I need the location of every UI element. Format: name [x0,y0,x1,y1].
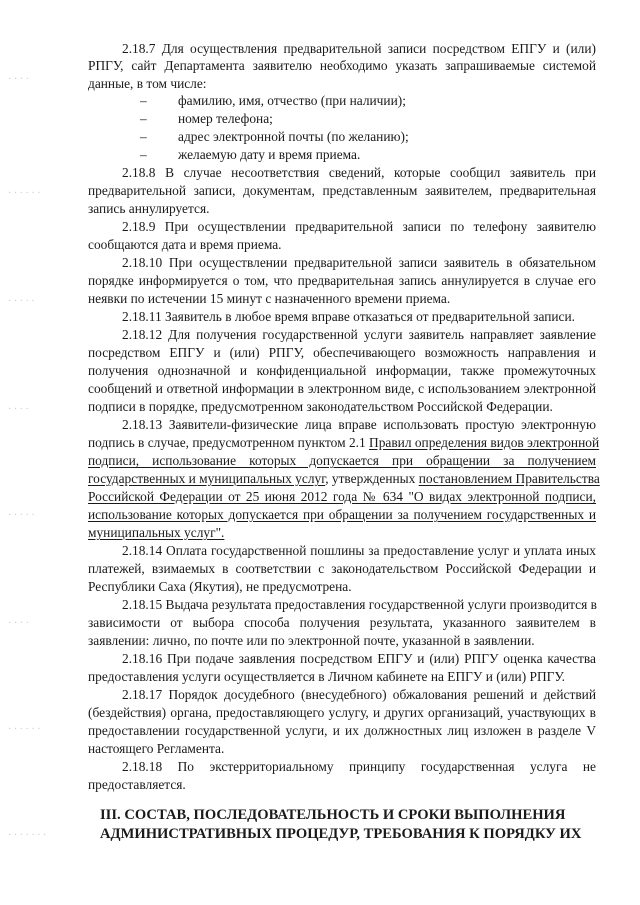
paragraph-2-18-10-line: порядке информируется о том, что предварительная запись аннулируется в случае его [88,273,596,288]
paragraph-2-18-15-line: заявлении: лично, по почте или по электронной почте, указанной в заявлении. [88,633,535,648]
services-link[interactable]: государственных и муниципальных услуг [88,471,326,486]
paragraph-2-18-18-line: предоставляется. [88,777,186,792]
paragraph-2-18-13-line [88,471,600,487]
paragraph-2-18-17-line: (бездействия) органа, предоставляющего услугу, и других организаций, участвующих в [88,705,596,720]
margin-mark: · · · · · · [8,724,41,735]
paragraph-2-18-7-line: данные, в том числе: [88,76,207,91]
paragraph-2-18-17-line: предоставлении государственной услуги, и их должностных лиц изложен в разделе V [88,723,596,738]
list-bullet: – [140,129,147,144]
paragraph-2-18-12-line: посредством ЕПГУ и (или) РПГУ, обеспечивающего возможность направления и [88,345,596,360]
margin-mark: · · · · [8,404,29,415]
paragraph-2-18-15-line: 2.18.15 Выдача результата предоставления государственной услуги производится в [122,597,597,612]
resolution-link[interactable]: постановлением Правительства [418,471,600,486]
paragraph-2-18-12-line: получения однозначной и конфиденциальной информации, также промежуточных [88,363,596,378]
paragraph-2-18-17-line: настоящего Регламента. [88,741,225,756]
margin-mark: · · · · [8,74,29,85]
paragraph-2-18-15-line: зависимости от выбора способа получения результата, указанного заявителем в [88,615,596,630]
resolution-link-continued[interactable]: муниципальных услуг". [88,525,225,540]
paragraph-2-18-9-line: сообщаются дата и время приема. [88,237,282,252]
list-bullet: – [140,111,147,126]
section-heading: III. СОСТАВ, ПОСЛЕДОВАТЕЛЬНОСТЬ И СРОКИ ВЫПОЛНЕНИЯ [100,807,566,823]
list-bullet: – [140,147,147,162]
paragraph-2-18-13-line: 2.18.13 Заявители-физические лица вправе использовать простую электронную [122,417,596,432]
margin-mark: · · · · · · · [8,830,47,841]
list-item: желаемую дату и время приема. [178,147,361,162]
paragraph-2-18-8-line: запись аннулируется. [88,201,210,216]
paragraph-2-18-12-line: сообщений и ответной информации в электронном виде, с использованием электронной [88,381,596,396]
paragraph-2-18-10-line: 2.18.10 При осуществлении предварительной записи заявитель в обязательном [122,255,596,270]
margin-mark: · · · · · [8,296,35,307]
paragraph-2-18-18-line: 2.18.18 По экстерриториальному принципу государственная услуга не [122,759,596,774]
list-bullet: – [140,93,147,108]
paragraph-text: подпись в случае, предусмотренном пунктом 2.1 [88,435,370,450]
resolution-link-continued[interactable]: Российской Федерации от 25 июня 2012 года № 634 "О видах электронной подписи, [88,489,596,504]
paragraph-2-18-12-line: 2.18.12 Для получения государственной услуги заявитель направляет заявление [122,327,596,342]
paragraph-2-18-17-line: 2.18.17 Порядок досудебного (внесудебного) обжалования решений и действий [122,687,596,702]
paragraph-2-18-16-line: предоставления услуги осуществляется в Личном кабинете на ЕПГУ и (или) РПГУ. [88,669,566,684]
section-heading: АДМИНИСТРАТИВНЫХ ПРОЦЕДУР, ТРЕБОВАНИЯ К ПОРЯДКУ ИХ [100,826,582,842]
paragraph-2-18-14-line: 2.18.14 Оплата государственной пошлины за предоставление услуг и уплата иных [122,543,596,558]
paragraph-text: , утвержденных [325,471,419,486]
list-item: фамилию, имя, отчество (при наличии); [178,93,406,108]
rules-link[interactable]: Правил определения видов электронной [369,435,600,450]
paragraph-2-18-13-line [88,435,599,451]
rules-link-continued[interactable]: подписи, использование которых допускается при обращении за получением [88,453,596,468]
paragraph-2-18-9-line: 2.18.9 При осуществлении предварительной записи по телефону заявителю [122,219,596,234]
paragraph-2-18-7-line: 2.18.7 Для осуществления предварительной записи посредством ЕПГУ и (или) [122,41,596,56]
paragraph-2-18-14-line: платежей, взимаемых в соответствии с законодательством Российской Федерации и [88,561,596,576]
list-item: номер телефона; [178,111,273,126]
resolution-link-continued[interactable]: использование которых допускается при обращении за получением государственных и [88,507,596,522]
paragraph-2-18-10-line: неявки по истечении 15 минут с назначенного времени приема. [88,291,451,306]
paragraph-2-18-11-line: 2.18.11 Заявитель в любое время вправе отказаться от предварительной записи. [122,309,576,324]
paragraph-2-18-7-line: РПГУ, сайт Департамента заявителю необходимо указать запрашиваемые системой [88,58,596,73]
paragraph-2-18-12-line: подписи в порядке, предусмотренном законодательством Российской Федерации. [88,399,553,414]
paragraph-2-18-8-line: предварительной записи, документам, представленным заявителем, предварительная [88,183,596,198]
margin-mark: · · · · · [8,510,35,521]
list-item: адрес электронной почты (по желанию); [178,129,409,144]
paragraph-2-18-8-line: 2.18.8 В случае несоответствия сведений, которые сообщил заявитель при [122,165,596,180]
margin-mark: · · · · [8,618,29,629]
margin-mark: · · · · · · [8,188,41,199]
paragraph-2-18-16-line: 2.18.16 При подаче заявления посредством ЕПГУ и (или) РПГУ оценка качества [122,651,596,666]
paragraph-2-18-14-line: Республики Саха (Якутия), не предусмотрена. [88,579,352,594]
